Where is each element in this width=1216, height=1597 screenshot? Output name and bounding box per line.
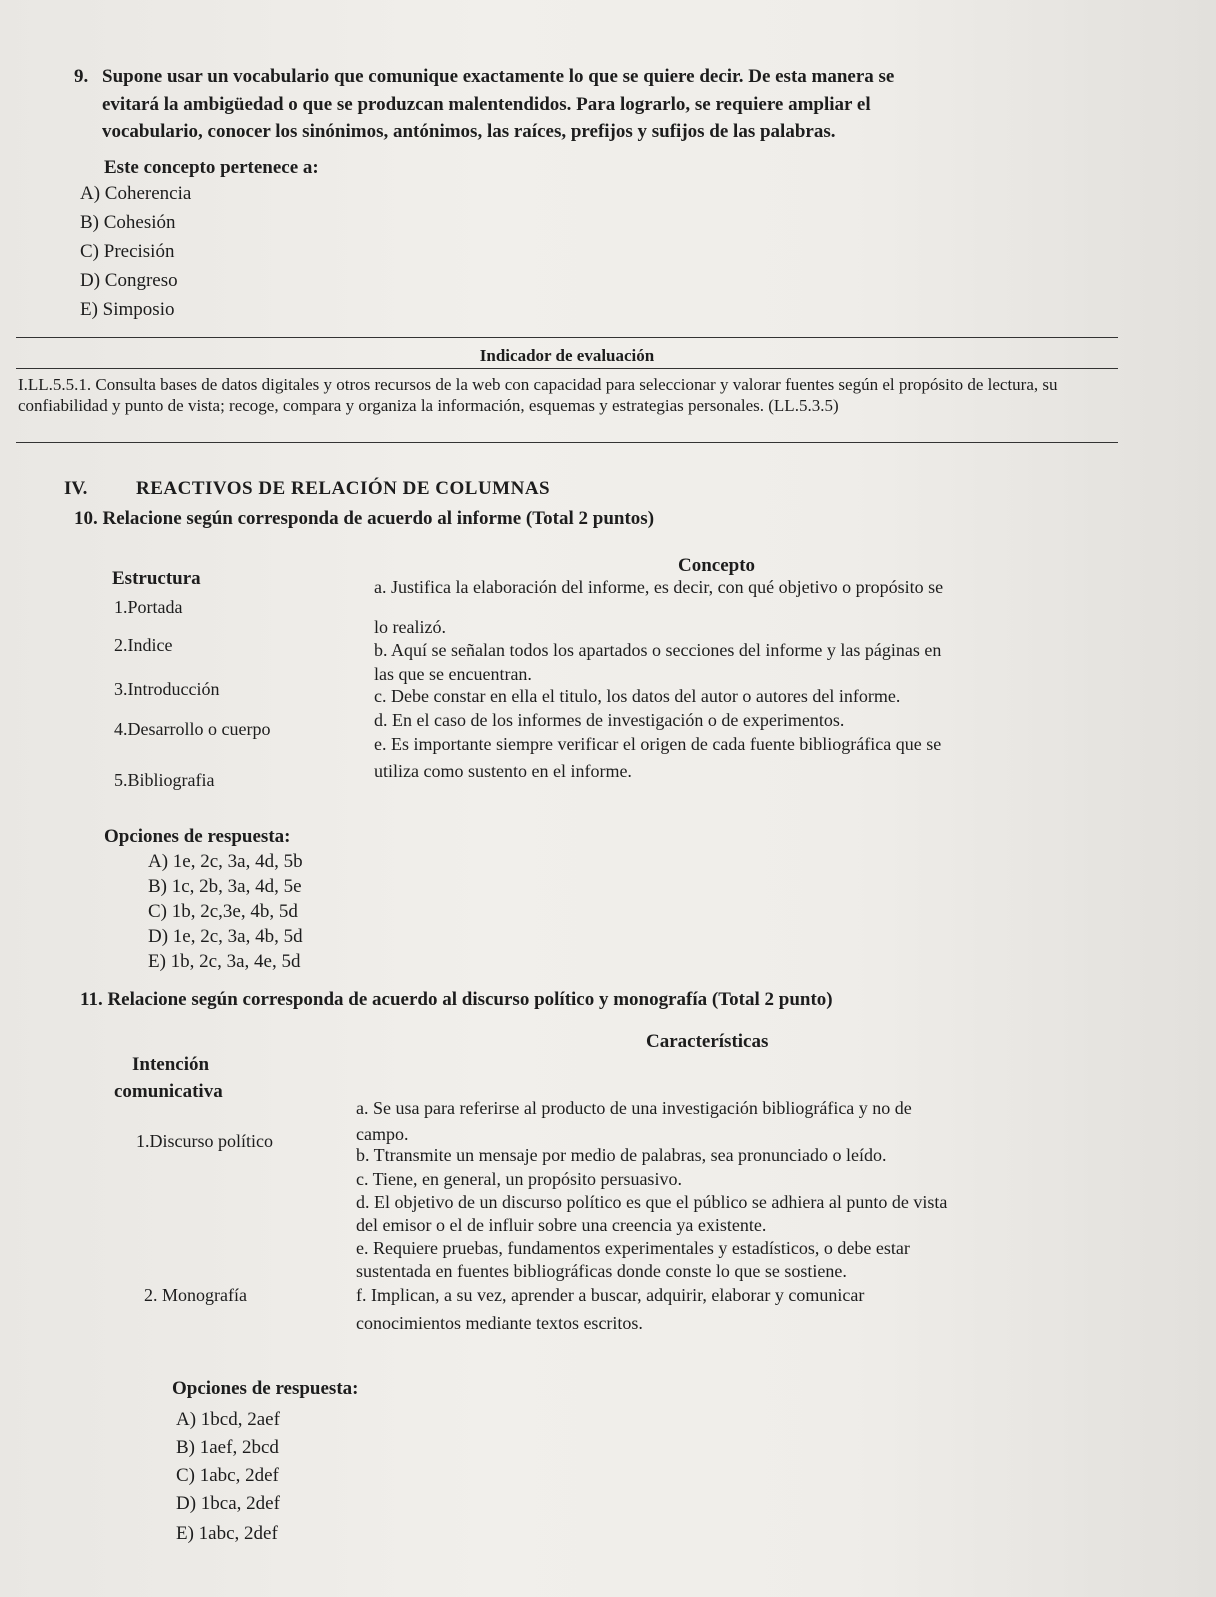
q10-option-c: C) 1b, 2c,3e, 4b, 5d xyxy=(148,901,298,922)
q11-right-line: conocimientos mediante textos escritos. xyxy=(356,1313,643,1333)
q10-right-header: Concepto xyxy=(678,555,756,576)
q11-right-line: f. Implican, a su vez, aprender a buscar, adquirir, elaborar y comunicar xyxy=(356,1285,865,1305)
q11-right-line: campo. xyxy=(356,1124,409,1144)
q11-option-b: B) 1aef, 2bcd xyxy=(176,1437,279,1458)
q11-title: 11. Relacione según corresponda de acuerdo al discurso político y monografía (Total 2 punto) xyxy=(80,989,833,1010)
indicator-header: Indicador de evaluación xyxy=(479,346,655,365)
q11-right-line: a. Se usa para referirse al producto de una investigación bibliográfica y no de xyxy=(356,1098,912,1118)
q9-option-a: A) Coherencia xyxy=(80,183,192,204)
indicator-divider xyxy=(16,368,1118,369)
q11-right-line: b. Ttransmite un mensaje por medio de palabras, sea pronunciado o leído. xyxy=(356,1145,887,1165)
q10-option-e: E) 1b, 2c, 3a, 4e, 5d xyxy=(148,951,301,972)
q11-option-d: D) 1bca, 2def xyxy=(176,1493,280,1514)
indicator-box xyxy=(16,337,1118,443)
q9-line3: vocabulario, conocer los sinónimos, antónimos, las raíces, prefijos y sufijos de las palabras. xyxy=(102,121,836,142)
q10-left-item-5: 5.Bibliografia xyxy=(114,770,215,790)
q9-line1: Supone usar un vocabulario que comunique exactamente lo que se quiere decir. De esta manera se xyxy=(102,66,895,87)
q11-left-header-1: Intención xyxy=(132,1054,210,1075)
q10-right-line: b. Aquí se señalan todos los apartados o secciones del informe y las páginas en xyxy=(374,640,942,660)
q11-left-item-1: 1.Discurso político xyxy=(136,1131,273,1151)
q11-option-a: A) 1bcd, 2aef xyxy=(176,1409,280,1430)
q10-left-item-2: 2.Indice xyxy=(114,635,173,655)
q11-left-item-2: 2. Monografía xyxy=(144,1285,247,1305)
q10-right-line: a. Justifica la elaboración del informe, es decir, con qué objetivo o propósito se xyxy=(374,577,944,597)
q11-right-line: sustentada en fuentes bibliográficas donde conste lo que se sostiene. xyxy=(356,1261,847,1281)
section-number: IV. xyxy=(64,478,88,499)
q10-left-item-4: 4.Desarrollo o cuerpo xyxy=(114,719,271,739)
section-title: REACTIVOS DE RELACIÓN DE COLUMNAS xyxy=(136,478,551,499)
q11-right-line: e. Requiere pruebas, fundamentos experimentales y estadísticos, o debe estar xyxy=(356,1238,910,1258)
q10-right-line: las que se encuentran. xyxy=(374,664,532,684)
q11-right-header: Características xyxy=(646,1031,769,1052)
q11-right-line: d. El objetivo de un discurso político es que el público se adhiera al punto de vista xyxy=(356,1192,948,1212)
q9-option-b: B) Cohesión xyxy=(80,212,176,233)
q11-right-line: c. Tiene, en general, un propósito persuasivo. xyxy=(356,1169,682,1189)
q10-option-b: B) 1c, 2b, 3a, 4d, 5e xyxy=(148,876,302,897)
indicator-text: I.LL.5.5.1. Consulta bases de datos digitales y otros recursos de la web con capacidad para seleccionar y valorar fuentes según el propósito de lectura, su confiabilidad y punto de vista; recoge, compara y organiza la información, esquemas y estrategias personales. (LL.5.3.5) xyxy=(18,375,1058,415)
q10-right-line: lo realizó. xyxy=(374,617,446,637)
q9-number: 9. xyxy=(74,66,89,87)
q10-title: 10. Relacione según corresponda de acuerdo al informe (Total 2 puntos) xyxy=(74,508,655,529)
q9-prompt: Este concepto pertenece a: xyxy=(104,157,319,178)
q11-option-c: C) 1abc, 2def xyxy=(176,1465,279,1486)
q9-option-c: C) Precisión xyxy=(80,241,175,262)
q10-left-header: Estructura xyxy=(112,568,201,589)
q9-line2: evitará la ambigüedad o que se produzcan malentendidos. Para lograrlo, se requiere ampliar el xyxy=(102,94,871,115)
q10-right-line: d. En el caso de los informes de investigación o de experimentos. xyxy=(374,710,845,730)
q11-option-e: E) 1abc, 2def xyxy=(176,1523,278,1544)
q10-option-d: D) 1e, 2c, 3a, 4b, 5d xyxy=(148,926,303,947)
q10-right-line: c. Debe constar en ella el titulo, los datos del autor o autores del informe. xyxy=(374,686,901,706)
q11-options-header: Opciones de respuesta: xyxy=(172,1378,359,1399)
q10-left-item-3: 3.Introducción xyxy=(114,679,220,699)
q11-left-header-2: comunicativa xyxy=(114,1081,223,1102)
q9-option-e: E) Simposio xyxy=(80,299,175,320)
q9-option-d: D) Congreso xyxy=(80,270,178,291)
q10-right-line: utiliza como sustento en el informe. xyxy=(374,761,632,781)
q10-options-header: Opciones de respuesta: xyxy=(104,826,291,847)
q10-right-line: e. Es importante siempre verificar el origen de cada fuente bibliográfica que se xyxy=(374,734,942,754)
q11-right-line: del emisor o el de influir sobre una creencia ya existente. xyxy=(356,1215,767,1235)
q10-left-item-1: 1.Portada xyxy=(114,597,183,617)
q10-option-a: A) 1e, 2c, 3a, 4d, 5b xyxy=(148,851,303,872)
